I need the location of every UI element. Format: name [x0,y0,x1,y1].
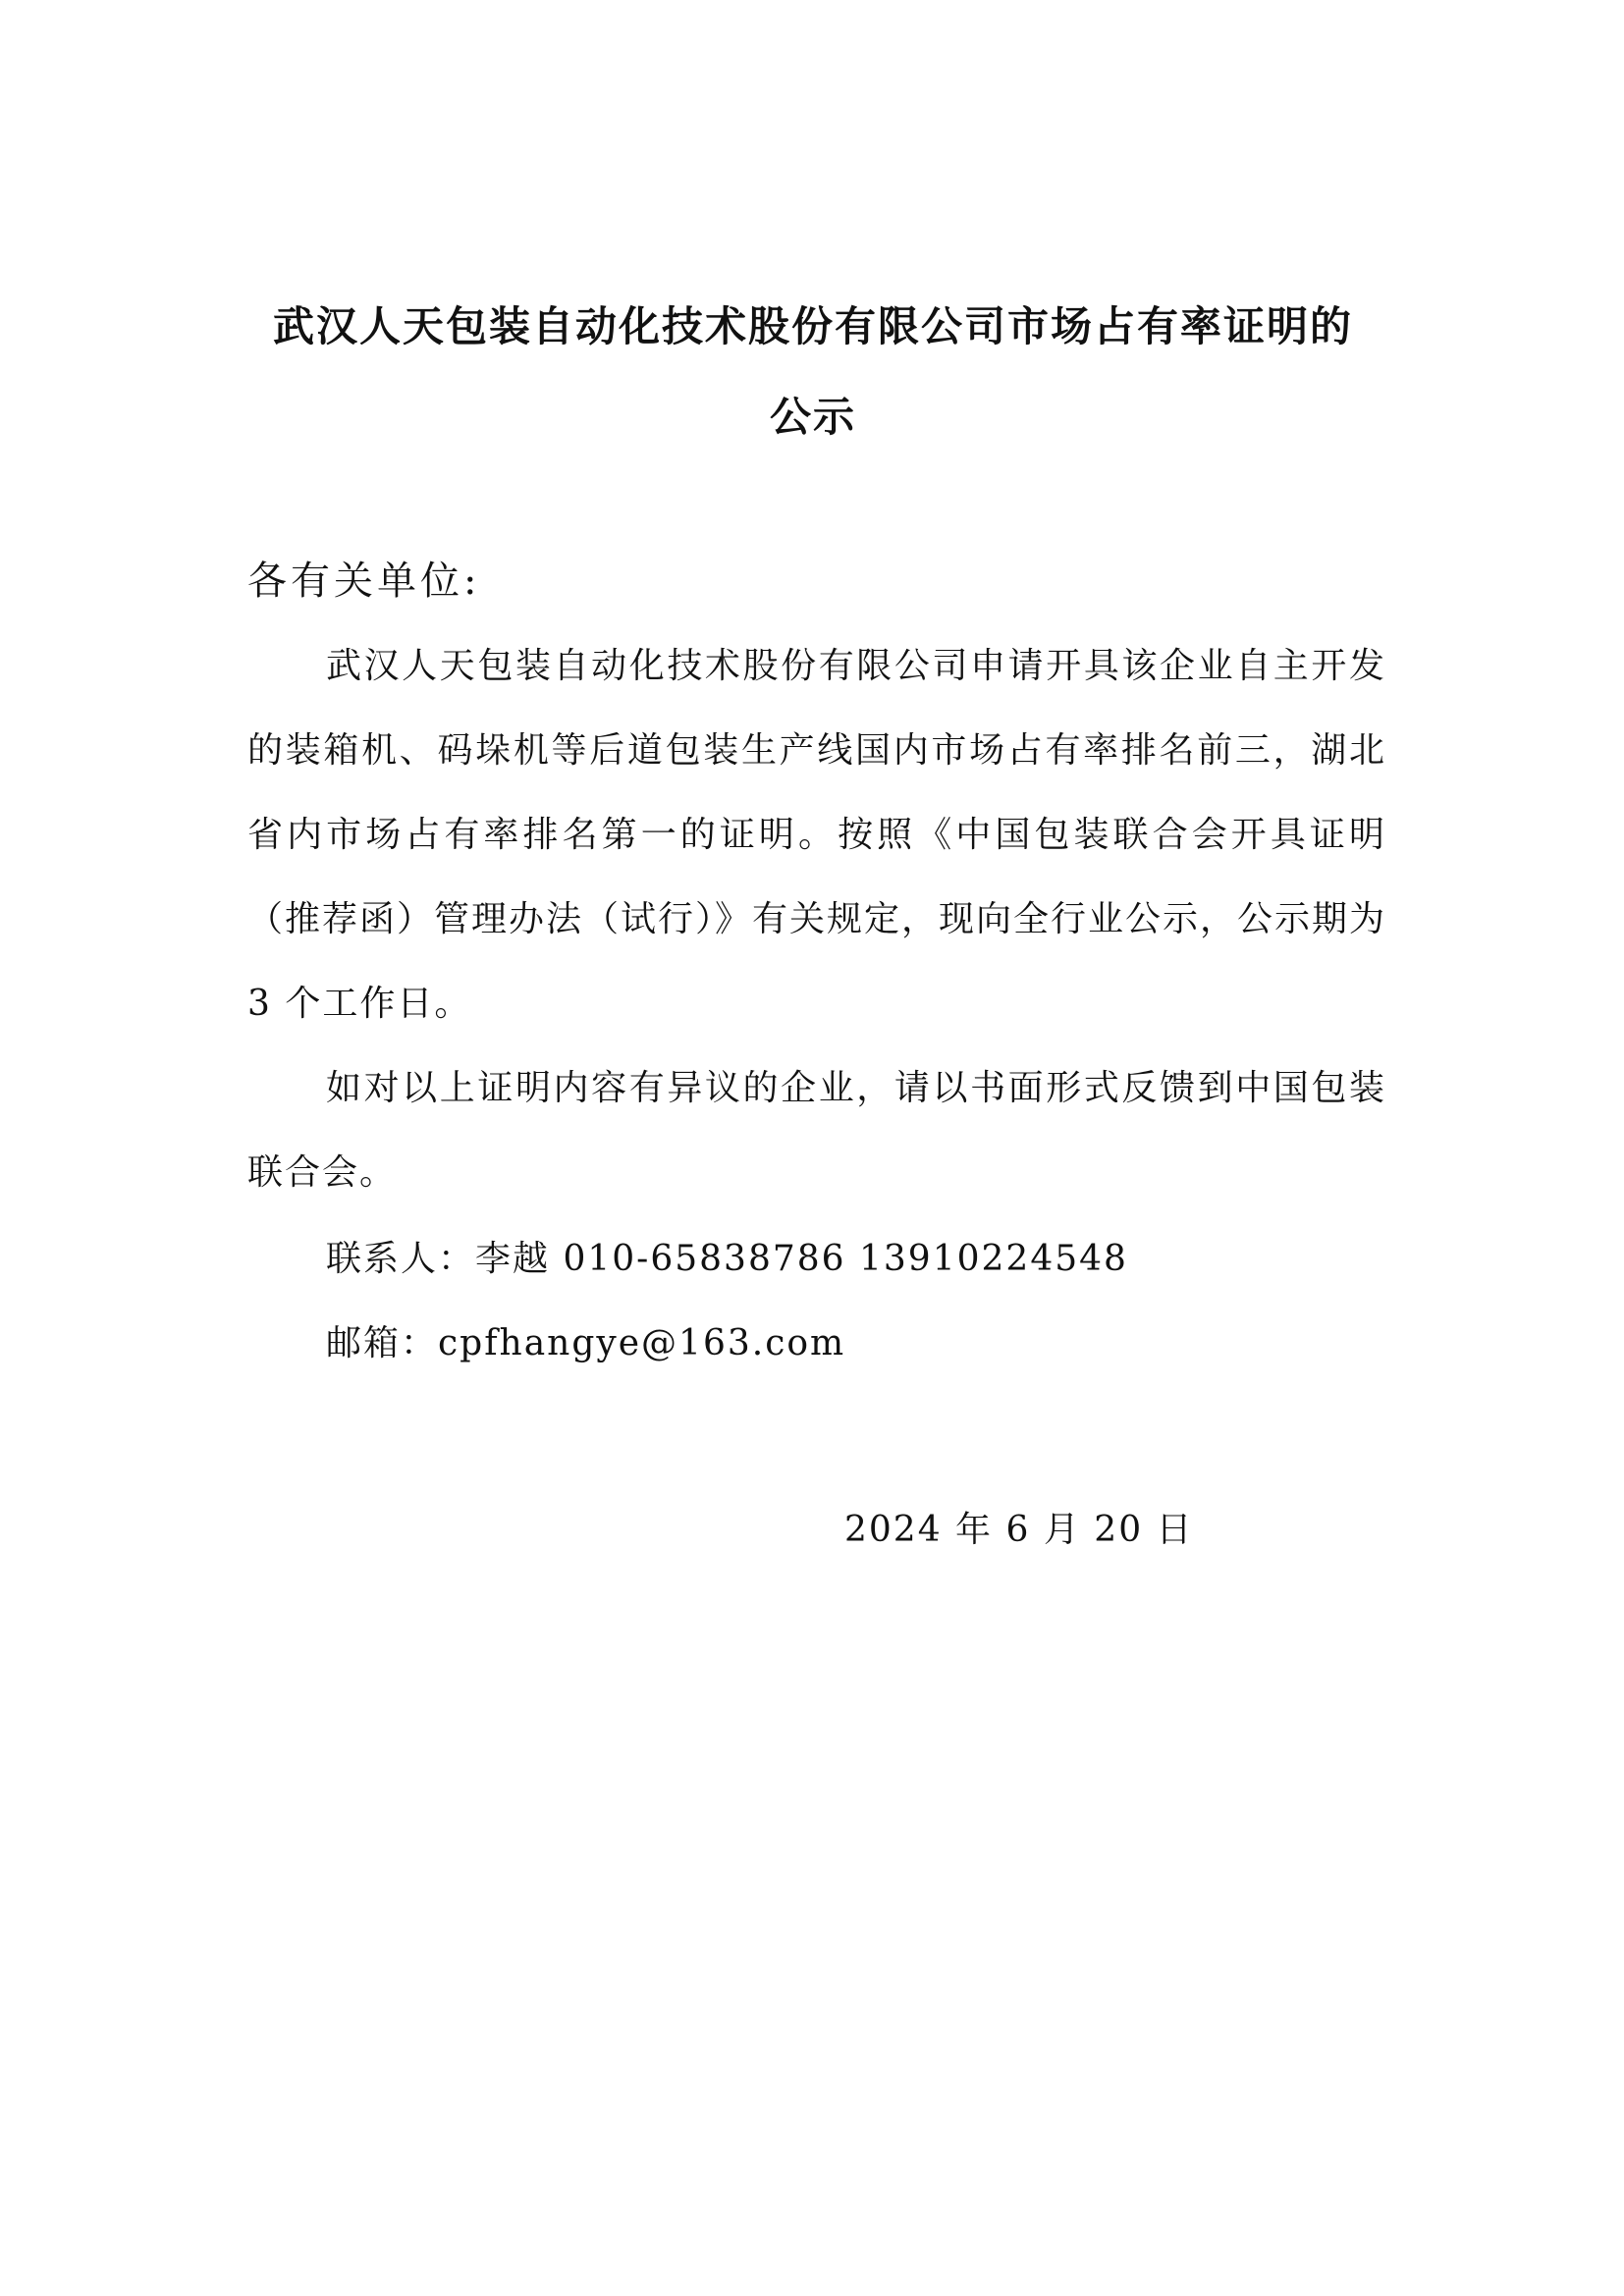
body-paragraph-2: 如对以上证明内容有异议的企业，请以书面形式反馈到中国包装联合会。 [247,1068,1386,1193]
body-paragraph-1: 武汉人天包装自动化技术股份有限公司申请开具该企业自主开发的装箱机、码垛机等后道包装生产线国内市场占有率排名前三，湖北省内市场占有率排名第一的证明。按照《中国包装联合会开具证明（推荐函）管理办法（试行）》有关规定，现向全行业公示，公示期为 3 个工作日。 [247,646,1387,1024]
contact-person: 联系人：李越 010-65838786 13910224548 [326,1239,1128,1279]
document-date: 2024 年 6 月 20 日 [844,1510,1194,1550]
document-title-line-2: 公示 [769,393,856,441]
salutation: 各有关单位: [247,559,481,604]
document-title-line-1: 武汉人天包装自动化技术股份有限公司市场占有率证明的 [272,302,1353,350]
contact-email: 邮箱：cpfhangye@163.com [326,1323,846,1363]
